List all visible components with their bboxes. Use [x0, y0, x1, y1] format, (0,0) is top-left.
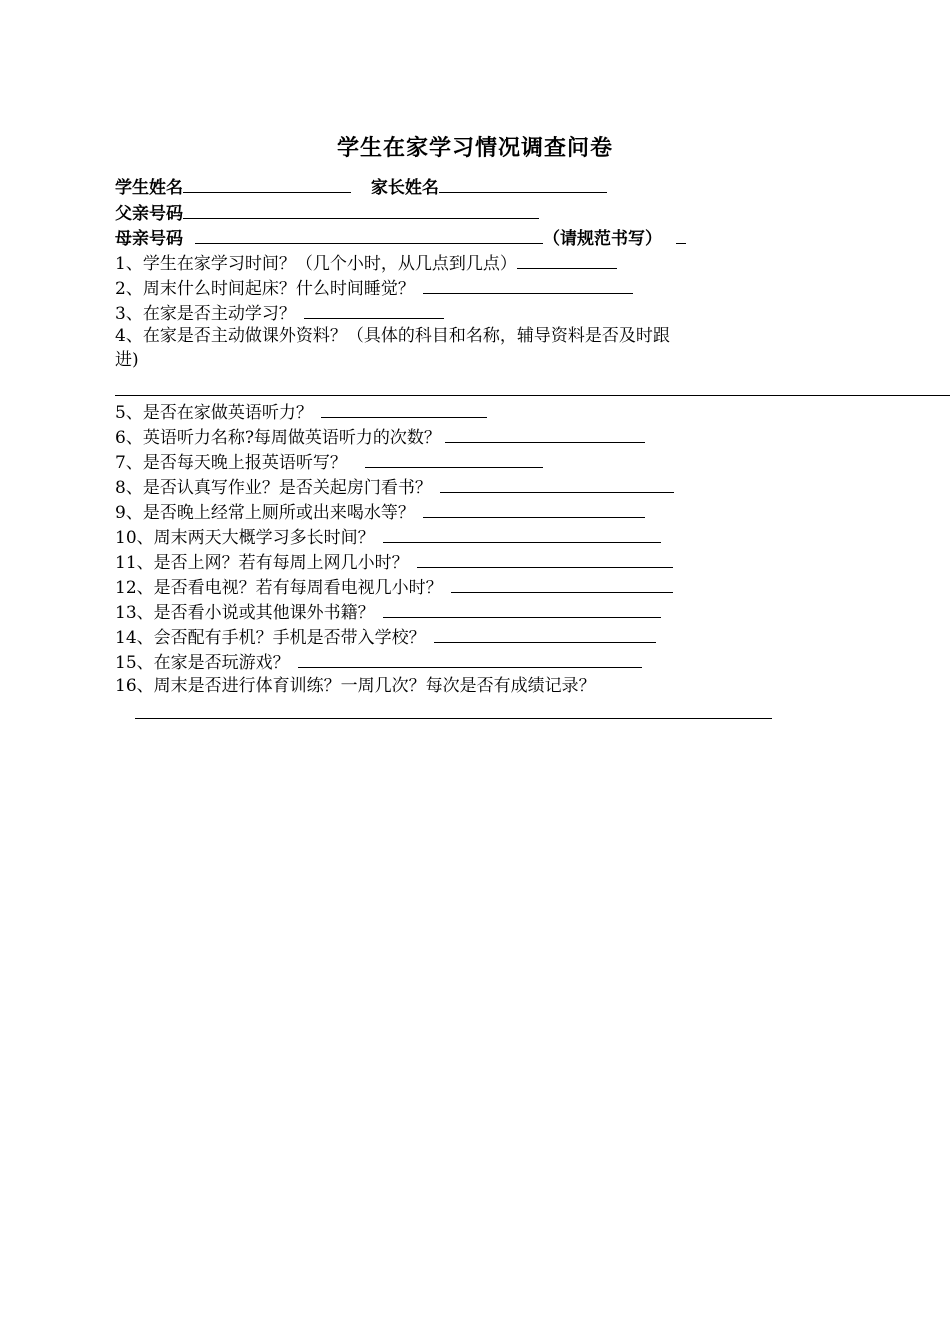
mother-phone-row — [115, 225, 686, 251]
parent-name-label: 家长姓名 — [370, 178, 439, 198]
father-phone-label: 父亲号码 — [115, 204, 183, 224]
question-text: 12、是否看电视？若有每周看电视几小时？ — [115, 578, 443, 598]
question-text: 7、是否每天晚上报英语听写？ — [115, 453, 347, 473]
question-15 — [115, 649, 642, 675]
question-text: 进) — [115, 350, 139, 370]
question-5 — [115, 399, 487, 425]
question-text: 1、学生在家学习时间？（几个小时，从几点到几点） — [115, 254, 517, 274]
mother-phone-extra-field[interactable] — [676, 225, 686, 244]
question-13 — [115, 599, 661, 625]
question-text: 13、是否看小说或其他课外书籍？ — [115, 603, 375, 623]
question-4-answer-line[interactable] — [115, 395, 950, 396]
question-text: 5、是否在家做英语听力？ — [115, 403, 313, 423]
question-1 — [115, 250, 617, 276]
question-text: 15、在家是否玩游戏？ — [115, 653, 290, 673]
question-text: 11、是否上网？若有每周上网几小时？ — [115, 553, 409, 573]
question-8 — [115, 474, 674, 500]
answer-field[interactable] — [365, 449, 543, 468]
student-name-field[interactable] — [183, 174, 351, 193]
question-text: 16、周末是否进行体育训练？一周几次？每次是否有成绩记录？ — [115, 676, 596, 696]
question-6 — [115, 424, 645, 450]
father-phone-row — [115, 200, 539, 226]
question-text: 9、是否晚上经常上厕所或出来喝水等？ — [115, 503, 415, 523]
answer-field[interactable] — [383, 524, 661, 543]
question-16-answer-line[interactable] — [135, 718, 772, 719]
answer-field[interactable] — [423, 275, 633, 294]
name-row — [115, 174, 607, 200]
answer-field[interactable] — [304, 300, 444, 319]
question-4 — [115, 324, 670, 348]
question-16 — [115, 674, 596, 698]
answer-field[interactable] — [321, 399, 487, 418]
question-14 — [115, 624, 656, 650]
answer-field[interactable] — [451, 574, 673, 593]
parent-name-field[interactable] — [439, 174, 607, 193]
answer-field[interactable] — [434, 624, 656, 643]
question-3 — [115, 300, 444, 326]
answer-field[interactable] — [383, 599, 661, 618]
question-9 — [115, 499, 645, 525]
question-10 — [115, 524, 661, 550]
question-text: 6、英语听力名称?每周做英语听力的次数？ — [115, 428, 441, 448]
answer-field[interactable] — [298, 649, 642, 668]
answer-field[interactable] — [517, 250, 617, 269]
question-text: 10、周末两天大概学习多长时间？ — [115, 528, 375, 548]
father-phone-field[interactable] — [183, 200, 539, 219]
question-text: 3、在家是否主动学习？ — [115, 304, 296, 324]
question-11 — [115, 549, 673, 575]
question-text: 8、是否认真写作业？是否关起房门看书？ — [115, 478, 432, 498]
answer-field[interactable] — [445, 424, 645, 443]
answer-field[interactable] — [440, 474, 674, 493]
question-4-continued — [115, 348, 139, 372]
question-2 — [115, 275, 633, 301]
page-title: 学生在家学习情况调查问卷 — [336, 135, 613, 161]
question-7 — [115, 449, 543, 475]
mother-phone-label: 母亲号码 — [115, 229, 183, 249]
question-text: 2、周末什么时间起床？什么时间睡觉？ — [115, 279, 415, 299]
question-text: 4、在家是否主动做课外资料？（具体的科目和名称，辅导资料是否及时跟 — [115, 326, 670, 346]
mother-phone-field[interactable] — [195, 225, 543, 244]
answer-field[interactable] — [423, 499, 645, 518]
write-clearly-note: （请规范书写） — [543, 229, 662, 249]
question-text: 14、会否配有手机？手机是否带入学校？ — [115, 628, 426, 648]
question-12 — [115, 574, 673, 600]
answer-field[interactable] — [417, 549, 673, 568]
student-name-label: 学生姓名 — [115, 178, 183, 198]
